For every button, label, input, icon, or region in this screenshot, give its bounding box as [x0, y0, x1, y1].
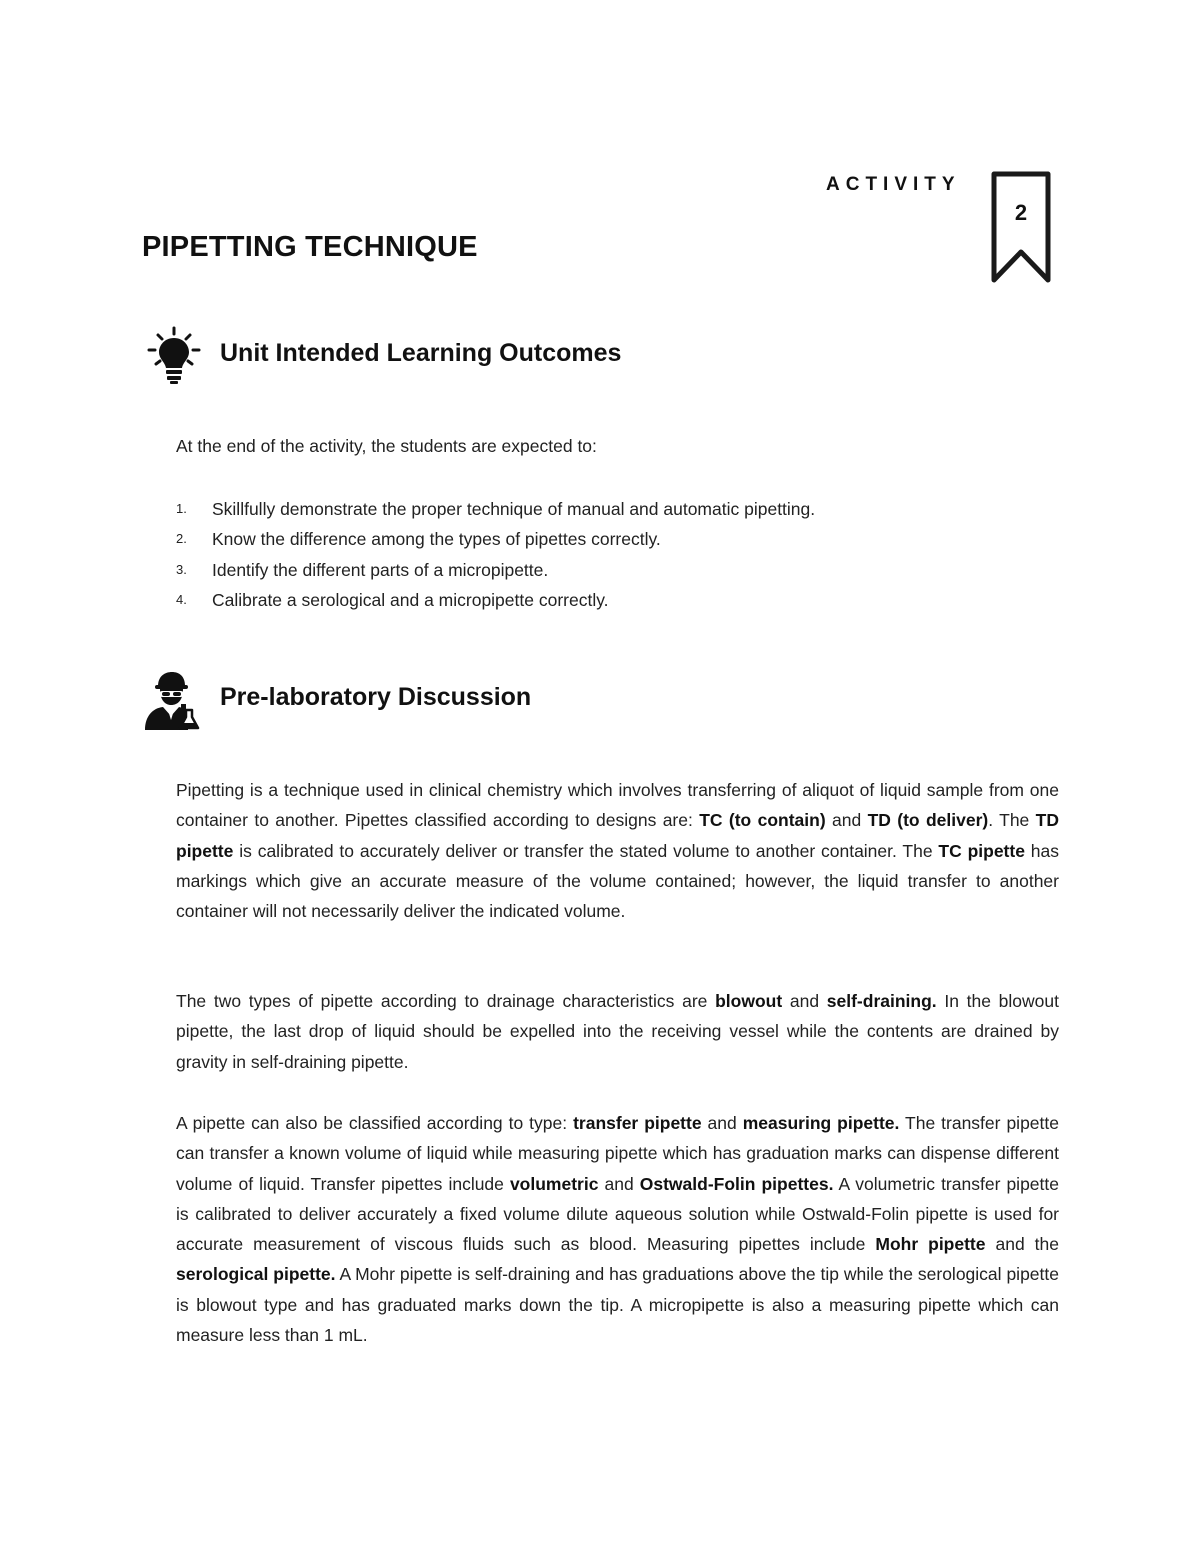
list-number: 3.	[176, 561, 187, 577]
list-number: 4.	[176, 591, 187, 607]
prelab-paragraph-3: A pipette can also be classified according to type: transfer pipette and measuring pipette. The transfer pipette can transfer a known volume of liquid while measuring pipette which has graduation marks can dispense different volume of liquid. Transfer pipettes include volumetric and Ostwald-Folin pipettes. A volumetric transfer pipette is calibrated to deliver accurately a fixed volume dilute aqueous solution while Ostwald-Folin pipette is used for accurate measurement of viscous fluids such as blood. Measuring pipettes include Mohr pipette and the serological pipette. A Mohr pipette is self-draining and has graduations above the tip while the serological pipette is blowout type and has graduated marks down the tip. A micropipette is also a measuring pipette which can measure less than 1 mL.	[176, 1113, 1060, 1346]
lightbulb-icon	[144, 326, 204, 386]
list-text: Calibrate a serological and a micropipette correctly.	[212, 589, 609, 610]
outcomes-list	[176, 494, 815, 615]
outcomes-heading: Unit Intended Learning Outcomes	[220, 339, 622, 367]
bookmark-icon	[988, 170, 1054, 286]
list-item	[176, 524, 815, 554]
list-item	[176, 555, 815, 585]
outcomes-intro: At the end of the activity, the students are expected to:	[176, 436, 597, 456]
activity-number: 2	[1014, 200, 1028, 225]
list-item	[176, 585, 815, 615]
list-number: 1.	[176, 501, 187, 516]
list-text: Identify the different parts of a micropipette.	[212, 559, 549, 580]
activity-label: ACTIVITY	[826, 174, 961, 195]
list-text: Know the difference among the types of pipettes correctly.	[212, 529, 661, 550]
prelab-paragraph-2: The two types of pipette according to drainage characteristics are blowout and self-draining. In the blowout pipette, the last drop of liquid should be expelled into the receiving vessel while the contents are drained by gravity in self-draining pipette.	[176, 991, 1059, 1072]
prelab-paragraph-1: Pipetting is a technique used in clinical chemistry which involves transferring of aliquot of liquid sample from one container to another. Pipettes classified according to designs are: TC (to contain) and TD (to deliver). The TD pipette is calibrated to accurately deliver or transfer the stated volume to another container. The TC pipette has markings which give an accurate measure of the volume contained; however, the liquid transfer to another container will not necessarily deliver the indicated volume.	[176, 780, 1060, 922]
list-item	[176, 494, 815, 524]
page-title: PIPETTING TECHNIQUE	[142, 231, 478, 263]
scientist-icon	[141, 670, 201, 730]
list-number: 2.	[176, 531, 187, 547]
list-text: Skillfully demonstrate the proper technique of manual and automatic pipetting.	[212, 499, 816, 519]
prelab-heading: Pre-laboratory Discussion	[220, 683, 532, 711]
